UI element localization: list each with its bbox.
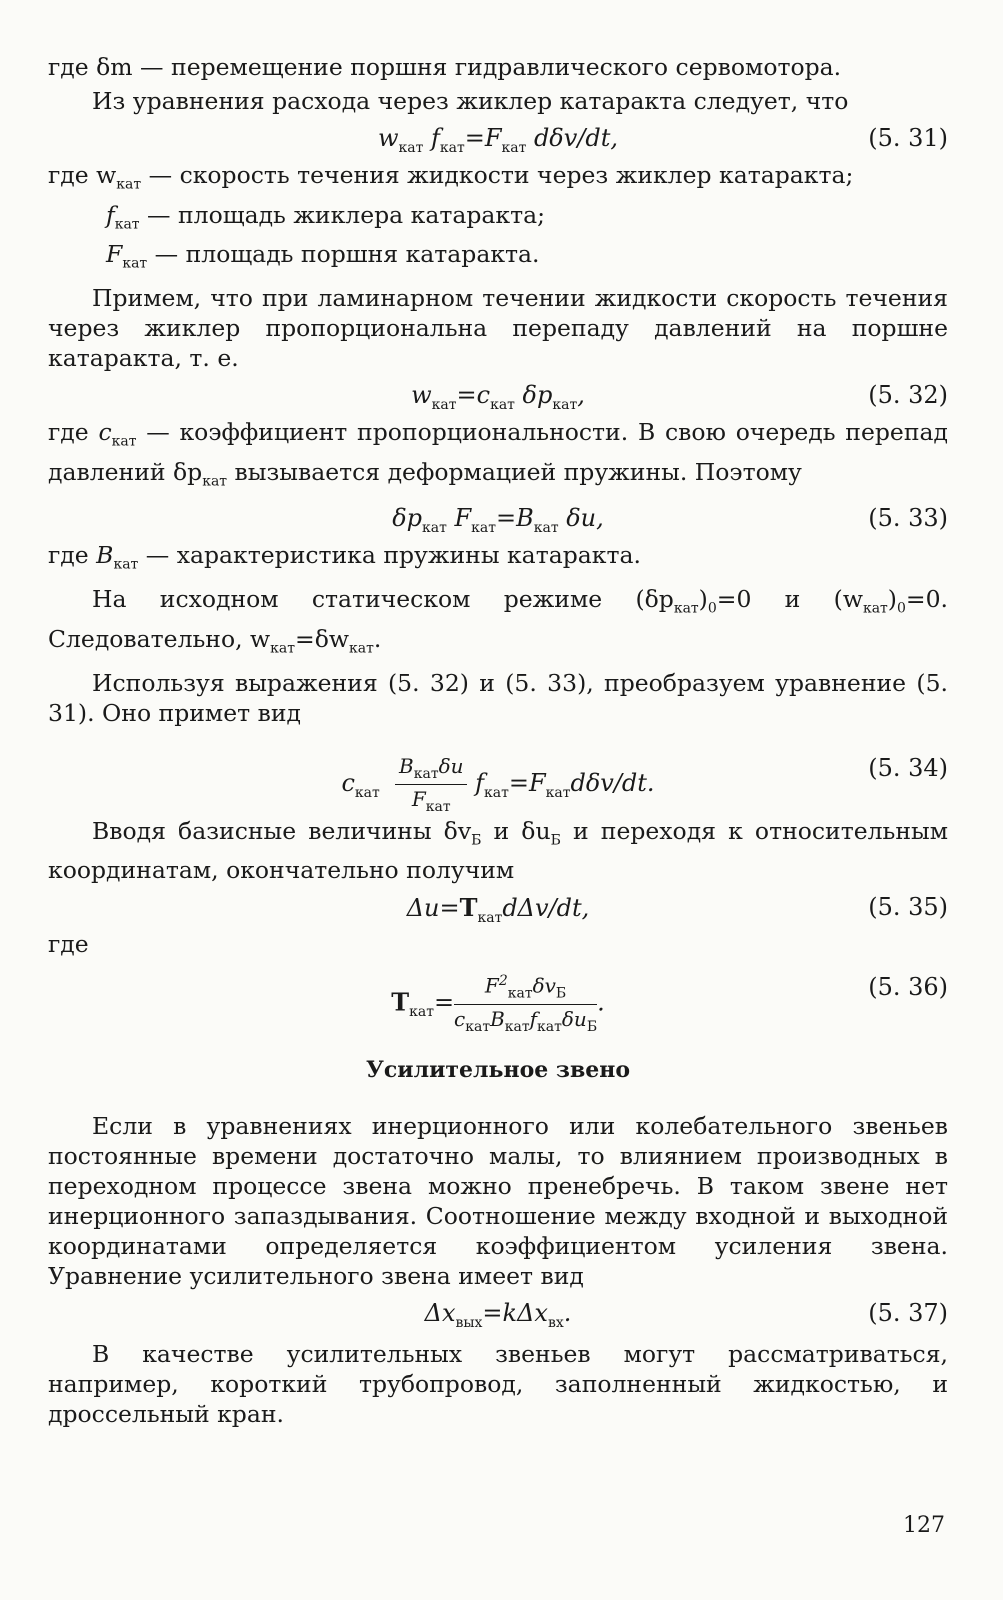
equation-5-35: $\Delta u=T_{кат}d\Delta v/dt$, (5. 35) [406, 893, 948, 926]
equation-5-34: $c_{кат}$ $\frac{B_{кат}\delta u}{F_{кат}}$ $f_{кат}=F_{кат}d\delta v/dt$. (5. 34) [341, 753, 948, 815]
paragraph-transform: Используя выражения (5. 32) и (5. 33), преобразуем уравнение (5. 31). Оно примет вид [48, 668, 948, 727]
equation-5-37: $\Delta x_{вых}=k\Delta x_{вх}$. (5. 37) [424, 1299, 948, 1331]
equation-5-31: $w_{кат}$ $f_{кат}=F_{кат}$ dδv/dt, (5. 31) [377, 124, 948, 156]
equation-number: (5. 35) [868, 893, 948, 922]
equation-number: (5. 37) [868, 1299, 948, 1328]
equation-number: (5. 34) [868, 753, 948, 782]
equation-5-36: $T_{кат}=$ $\frac{F^2_{кат}\delta v_Б}{c_{кат}B_{кат}f_{кат}\delta u_Б}$ . (5. 36) [391, 973, 948, 1035]
paragraph-examples: В качестве усилительных звеньев могут рассматриваться, например, короткий трубопровод, заполненный жидкостью, и дроссельный кран. [48, 1340, 948, 1429]
paragraph-basis-values: Вводя базисные величины $\delta v_Б$ и $\delta u_Б$ и переходя к относительным координатам, окончательно получим [48, 816, 948, 885]
definition-Bkat: где $B_{кат}$ — характеристика пружины катаракта. [48, 541, 641, 574]
equation-number: (5. 33) [868, 504, 948, 533]
definition-Fkat: $F_{кат}$ — площадь поршня катаракта. [106, 240, 540, 273]
paragraph-flow-equation-intro: Из уравнения расхода через жиклер катаракта следует, что [92, 87, 849, 115]
page-body [48, 52, 948, 1429]
definition-fkat: $f_{кат}$ — площадь жиклера катаракта; [106, 200, 546, 233]
equation-number: (5. 36) [868, 973, 948, 1002]
page-number: 127 [903, 1513, 945, 1538]
paragraph-laminar-flow: Примем, что при ламинарном течении жидкости скорость течения через жиклер пропорциональна перепаду давлений на поршне катаракта, т. е. [48, 284, 948, 373]
equation-number: (5. 31) [868, 124, 948, 152]
equation-5-33: $\delta p_{кат}$ $F_{кат}=B_{кат}$ δu, (5. 33) [392, 504, 948, 537]
paragraph-amplifier-link: Если в уравнениях инерционного или колебательного звеньев постоянные времени достаточно малы, то влиянием производных в переходном процессе звена можно пренебречь. В таком звене нет инерционного запаздывания. Соотношение между входной и выходной координатами определяется коэффициентом усиления звена. Уравнение усилительного звена имеет вид [48, 1112, 948, 1291]
definition-wkat: где $w_{кат}$ — скорость течения жидкости через жиклер катаракта; [48, 161, 854, 193]
equation-number: (5. 32) [868, 381, 948, 410]
label-gde: где [48, 930, 89, 959]
paragraph-dm-definition: где δm — перемещение поршня гидравлического сервомотора. [48, 53, 842, 81]
equation-5-32: $w_{кат}=c_{кат}$ $\delta p_{кат}$, (5. 32) [411, 381, 948, 413]
paragraph-initial-mode: На исходном статическом режиме $(\delta p_{кат})_0=0$ и $(w_{кат})_0=0$. Следовательно, $w_{кат}=\delta w_{кат}$. [48, 585, 948, 657]
paragraph-ckat: где $c_{кат}$ — коэффициент пропорциональности. В свою очередь перепад давлений $\delta p_{кат}$ вызывается деформацией пружины. Поэтому [48, 418, 948, 490]
section-heading: Усилительное звено [366, 1057, 630, 1084]
